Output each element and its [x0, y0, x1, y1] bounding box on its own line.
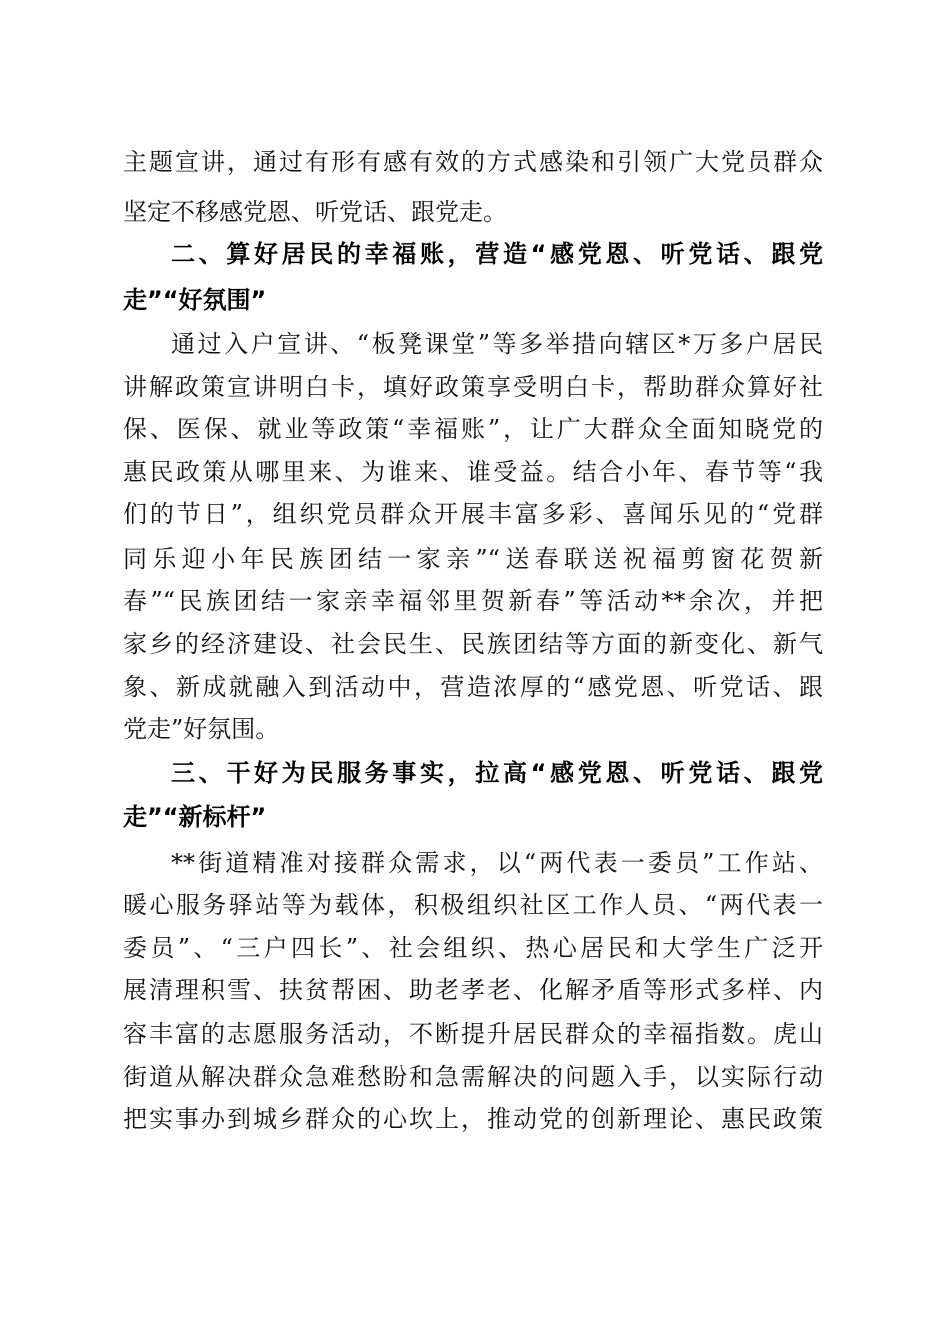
paragraph-3-line-5: 容丰富的志愿服务活动，不断提升居民群众的幸福指数。虎山	[123, 1020, 823, 1048]
paragraph-1-line-2: 坚定不移感党恩、听党话、跟党走。	[123, 198, 507, 226]
paragraph-3-line-1: **街道精准对接群众需求，以“两代表一委员”工作站、	[171, 849, 823, 877]
paragraph-2-line-2: 讲解政策宣讲明白卡，填好政策享受明白卡，帮助群众算好社	[123, 373, 823, 401]
paragraph-2-line-9: 象、新成就融入到活动中，营造浓厚的“感党恩、听党话、跟	[123, 673, 823, 701]
paragraph-3-line-3: 委员”、“三户四长”、社会组织、热心居民和大学生广泛开	[123, 934, 823, 962]
heading-3-line-2: 走”“新标杆”	[123, 803, 267, 831]
paragraph-2-line-7: 春”“民族团结一家亲幸福邻里贺新春”等活动**余次，并把	[123, 587, 823, 615]
paragraph-3-line-4: 展清理积雪、扶贫帮困、助老孝老、化解矛盾等形式多样、内	[123, 976, 823, 1004]
heading-2-line-1: 二、算好居民的幸福账，营造“感党恩、听党话、跟党	[171, 240, 823, 268]
paragraph-3-line-7: 把实事办到城乡群众的心坎上，推动党的创新理论、惠民政策	[123, 1105, 823, 1133]
paragraph-2-line-3: 保、医保、就业等政策“幸福账”，让广大群众全面知晓党的	[123, 415, 823, 443]
paragraph-3-line-6: 街道从解决群众急难愁盼和急需解决的问题入手，以实际行动	[123, 1063, 823, 1091]
paragraph-2-line-5: 们的节日”，组织党员群众开展丰富多彩、喜闻乐见的“党群	[123, 500, 823, 528]
paragraph-3-line-2: 暖心服务驿站等为载体，积极组织社区工作人员、“两代表一	[123, 891, 823, 919]
paragraph-1-line-1: 主题宣讲，通过有形有感有效的方式感染和引领广大党员群众	[123, 148, 823, 176]
heading-3-line-1: 三、干好为民服务事实，拉高“感党恩、听党话、跟党	[171, 759, 823, 787]
paragraph-2-line-8: 家乡的经济建设、社会民生、民族团结等方面的新变化、新气	[123, 630, 823, 658]
paragraph-2-line-6: 同乐迎小年民族团结一家亲”“送春联送祝福剪窗花贺新	[123, 545, 823, 573]
heading-2-line-2: 走”“好氛围”	[123, 286, 267, 314]
paragraph-2-line-10: 党走”好氛围。	[123, 715, 280, 743]
paragraph-2-line-4: 惠民政策从哪里来、为谁来、谁受益。结合小年、春节等“我	[123, 458, 823, 486]
paragraph-2-line-1: 通过入户宣讲、“板凳课堂”等多举措向辖区*万多户居民	[171, 330, 823, 358]
